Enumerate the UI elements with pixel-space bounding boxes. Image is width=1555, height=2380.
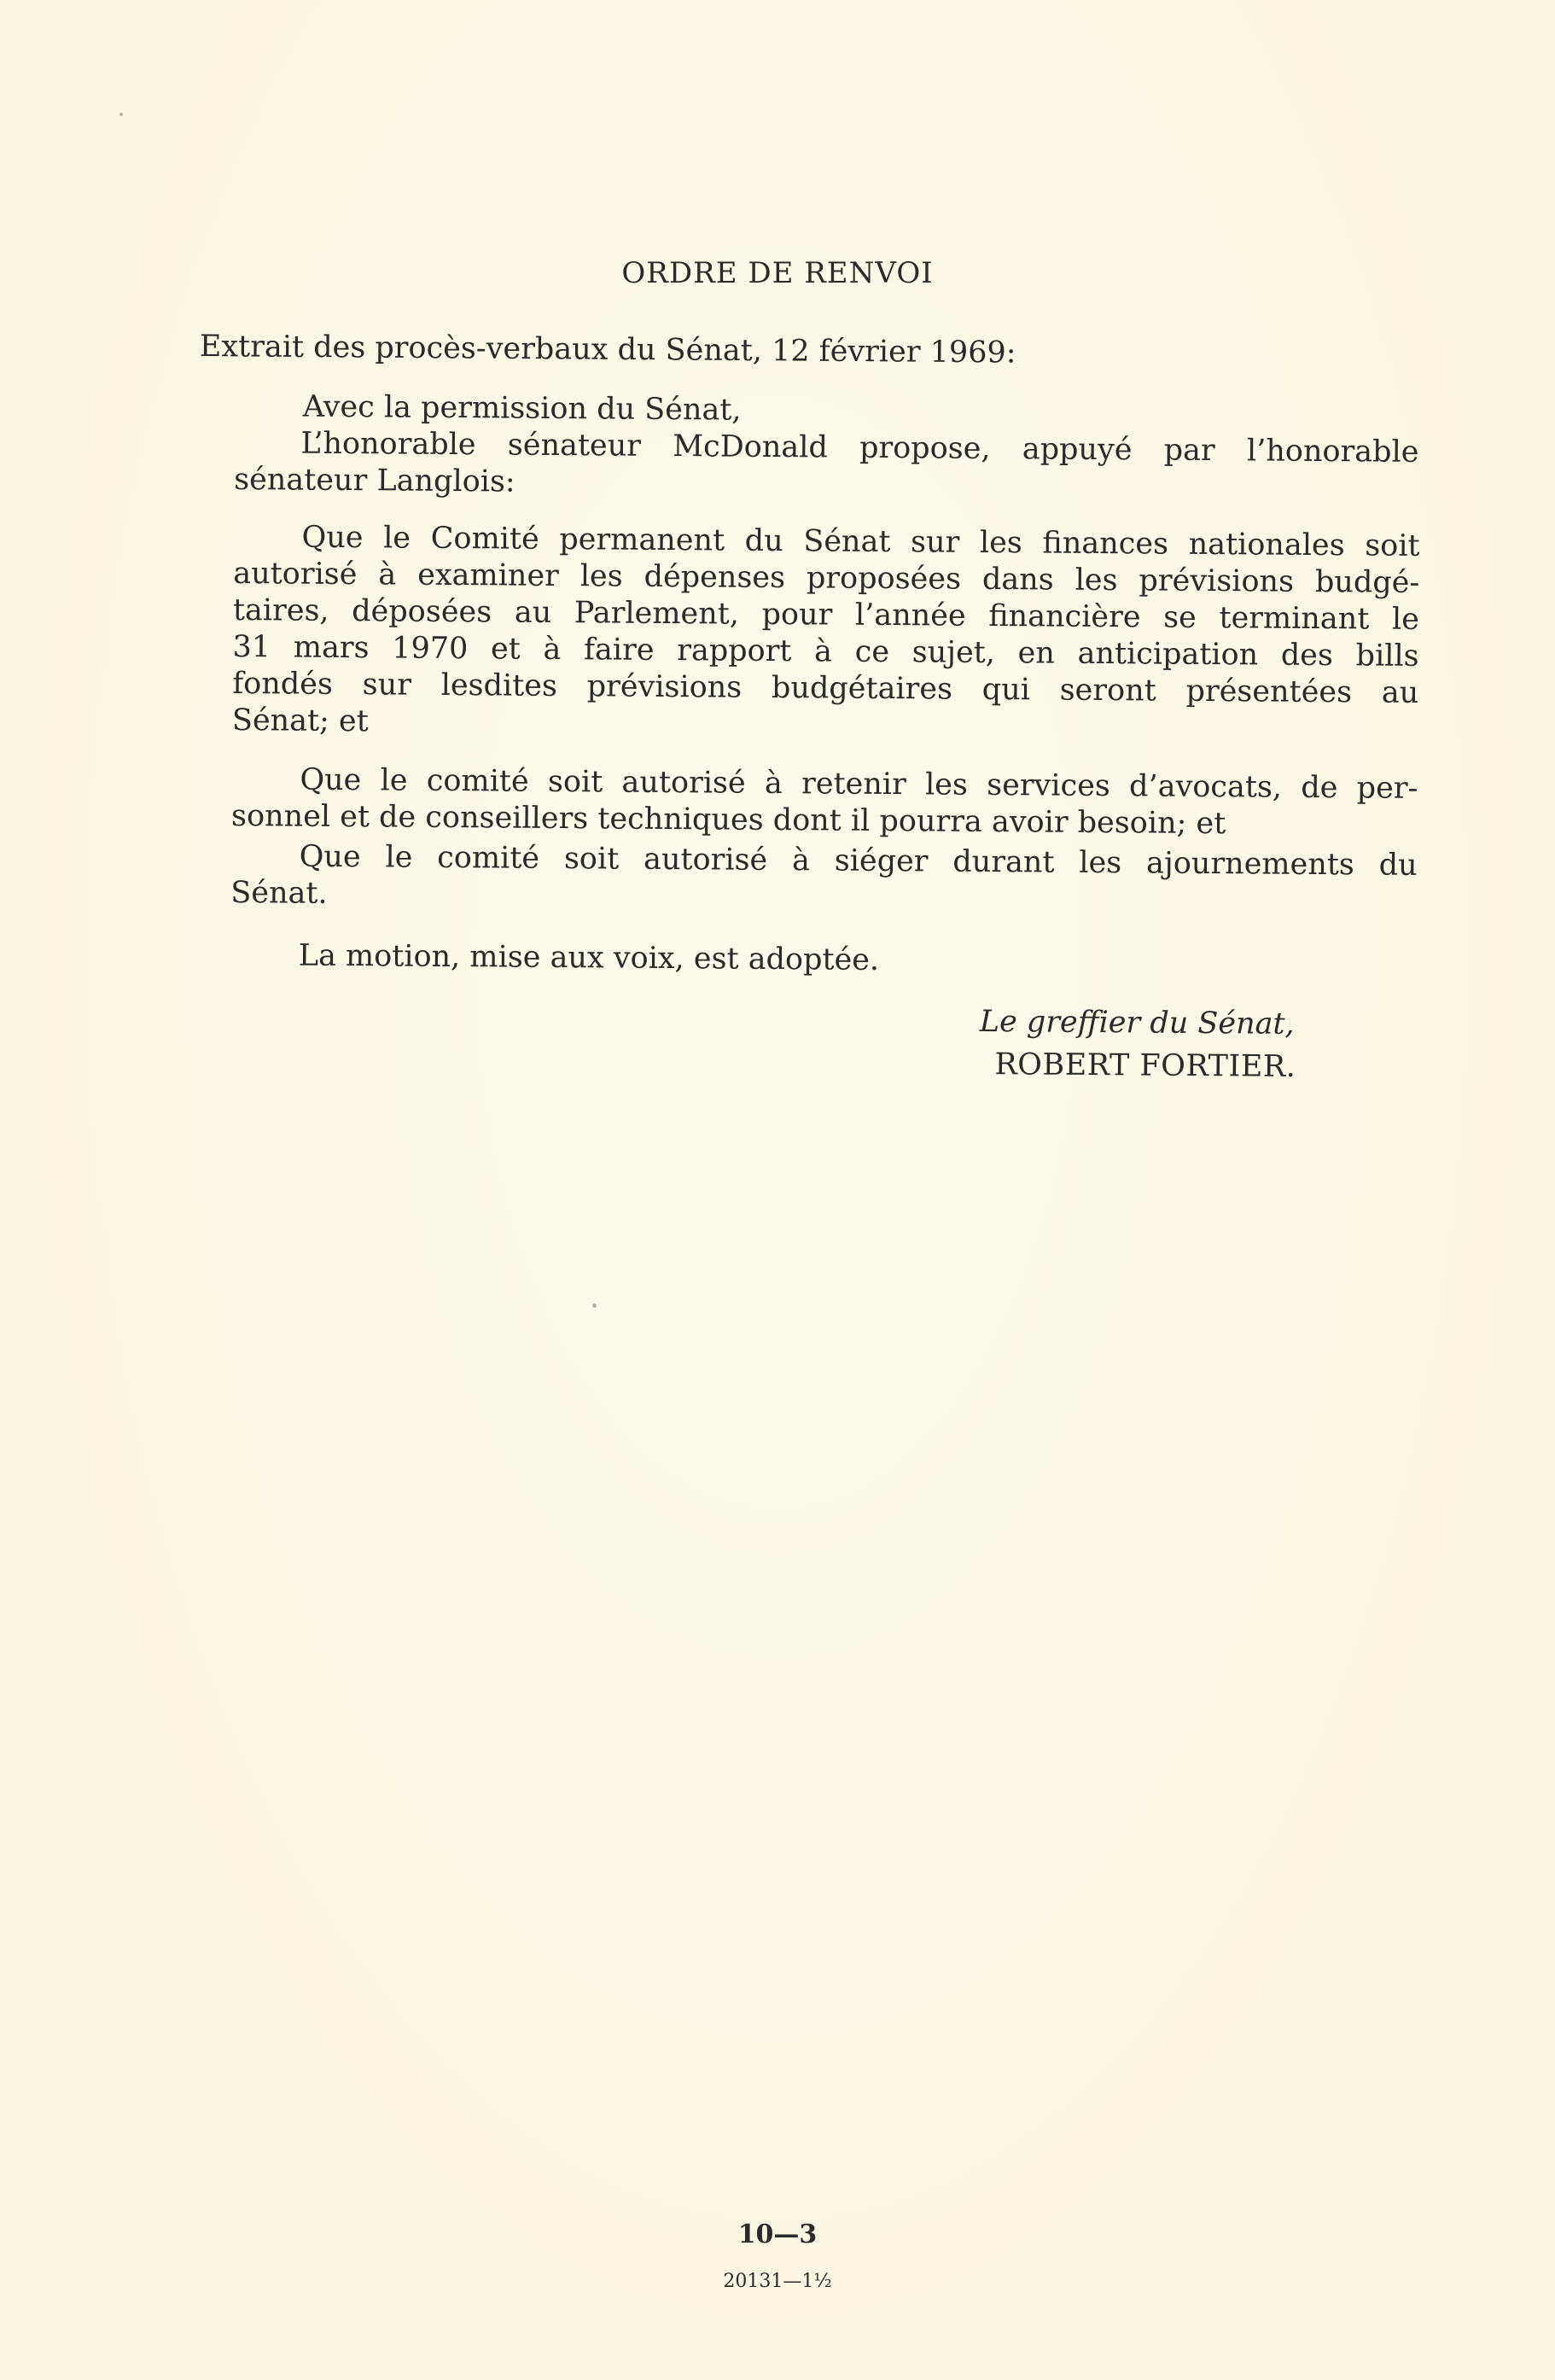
paragraph-line: taires, déposées au Parlement, pour l’année financière se terminant le [232,592,1420,637]
intro-line [200,329,1079,372]
paragraph-line: Avec la permission du Sénat, [302,389,742,428]
paragraph-line: Que le comité soit autorisé à retenir les services d’avocats, de per- [300,762,1418,806]
paragraph-line: Que le comité soit autorisé à siéger durant les ajournements du [299,839,1418,883]
paragraph-line: fondés sur lesdites prévisions budgétaires qui seront présentées au [232,666,1419,710]
paragraph-line: Sénat. [230,875,328,911]
paragraph-line: Que le Comité permanent du Sénat sur les finances nationales soit [301,520,1420,563]
motion-body [230,388,1421,1006]
paragraph-line: L’honorable sénateur McDonald propose, appuyé par l’honorable [300,426,1419,470]
paragraph-line: La motion, mise aux voix, est adoptée. [298,938,880,977]
signature-block [979,1000,1338,1088]
paragraph-line: 31 mars 1970 et à faire rapport à ce sujet, en anticipation des bills [232,629,1419,674]
paragraph-resolution-finances [232,519,1420,749]
paper-speck [592,1304,597,1308]
paragraph-line: autorisé à examiner les dépenses proposées dans les prévisions budgé- [233,556,1420,600]
signature-name: ROBERT FORTIER. [994,1047,1296,1084]
paragraph-line: sénateur Langlois: [234,462,515,499]
intro-text: Extrait des procès-verbaux du Sénat, 12 février 1969: [199,329,1016,370]
paragraph-resolution-sitting [230,838,1418,921]
paper-speck [119,113,123,116]
paragraph-line: sonnel et de conseillers techniques dont il pourra avoir besoin; et [230,798,1226,842]
paragraph-resolution-services [231,761,1418,844]
print-code: 20131—1½ [723,2271,832,2292]
paragraph-line: Sénat; et [231,703,369,739]
document-heading: ORDRE DE RENVOI [621,256,934,290]
paragraph-adoption [230,937,1417,983]
signature-title: Le greffier du Sénat, [979,1004,1295,1041]
paragraph-proposal [234,425,1421,508]
page-folio: 10—3 [737,2220,818,2249]
